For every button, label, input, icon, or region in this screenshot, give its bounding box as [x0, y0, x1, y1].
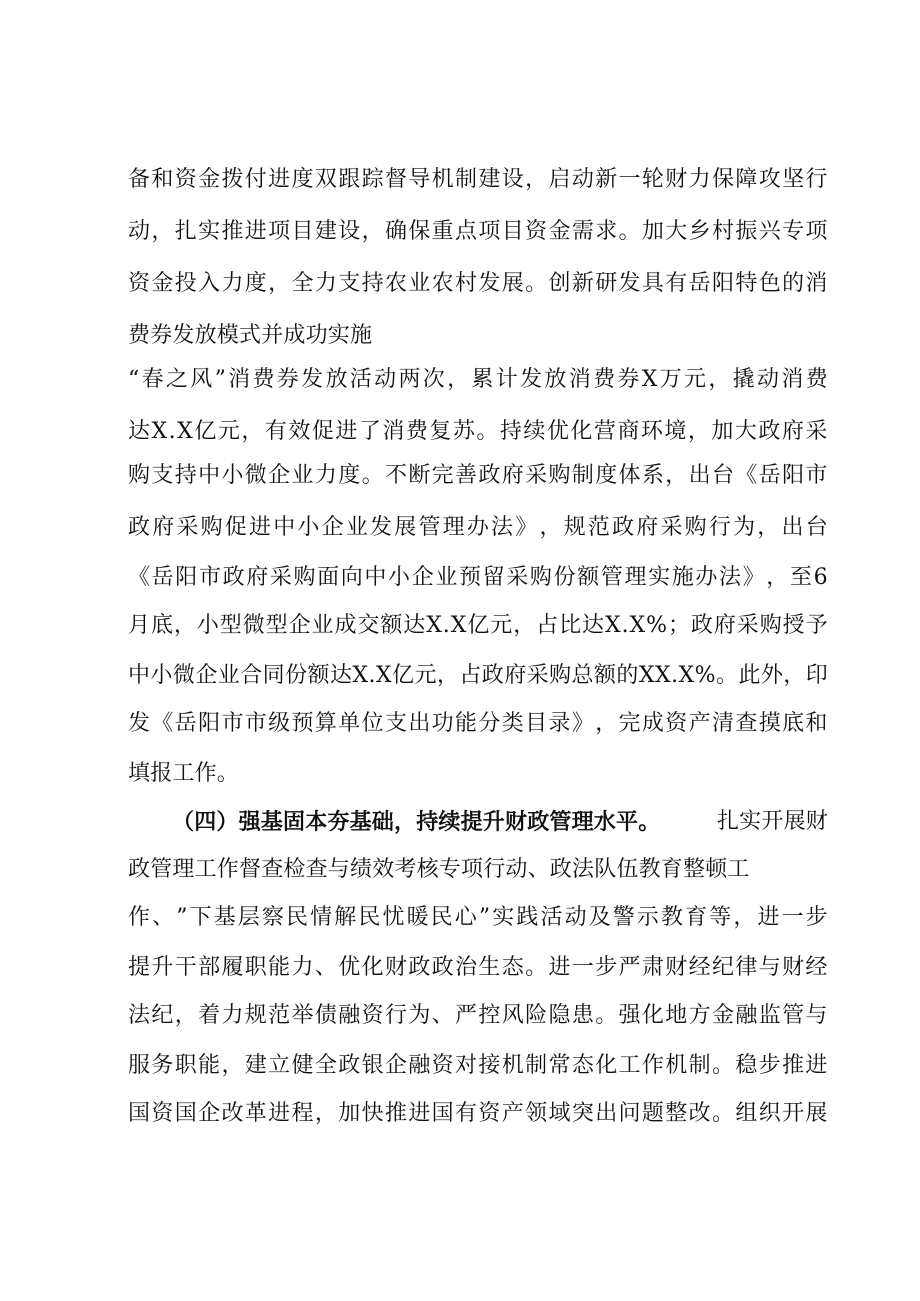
- paragraph-line: 政 府 采 购 促 进 中 小 企 业 发 展 管 理 办 法 》 ， 规 范 政 府 采 购 行 为 ， 出 台: [128, 515, 828, 540]
- section-first-line: [172, 808, 828, 836]
- paragraph-line: 费券发放模式并成功实施: [128, 323, 373, 348]
- paragraph-line: “ 春 之 风 ” 消 费 券 发 放 活 动 两 次 ， 累 计 发 放 消 费 券 X 万 元 ， 撬 动 消 费: [128, 367, 828, 392]
- paragraph-line: 备 和 资 金 拨 付 进 度 双 跟 踪 督 导 机 制 建 设 ， 启 动 新 一 轮 财 力 保 障 攻 坚 行: [128, 167, 828, 192]
- paragraph-line: 政管理工作督查检查与绩效考核专项行动、政法队伍教育整顿工: [128, 857, 750, 882]
- section-heading: （四）强基固本夯基础，持续提升财政管理水平。: [172, 809, 661, 835]
- paragraph-line: 中 小 微 企 业 合 同 份 额 达 X . X 亿 元 ， 占 政 府 采 购 总 额 的 X X . X % 。 此 外 ， 印: [128, 663, 828, 688]
- paragraph-line: 达 X . X 亿 元 ， 有 效 促 进 了 消 费 复 苏 。 持 续 优 化 营 商 环 境 ， 加 大 政 府 采: [128, 419, 828, 444]
- paragraph-line: 服 务 职 能 ， 建 立 健 全 政 银 企 融 资 对 接 机 制 常 态 化 工 作 机 制 。 稳 步 推 进: [128, 1053, 828, 1078]
- paragraph-line: 提 升 干 部 履 职 能 力 、 优 化 财 政 政 治 生 态 。 进 一 步 严 肃 财 经 纪 律 与 财 经: [128, 955, 828, 980]
- paragraph-line: 发 《 岳 阳 市 市 级 预 算 单 位 支 出 功 能 分 类 目 录 》 ， 完 成 资 产 清 查 摸 底 和: [128, 711, 828, 736]
- section-first-line-rest: 扎实开展财: [716, 809, 828, 834]
- paragraph-line: 动 ， 扎 实 推 进 项 目 建 设 ， 确 保 重 点 项 目 资 金 需 求 。 加 大 乡 村 振 兴 专 项: [128, 219, 828, 244]
- paragraph-line: 填报工作。: [128, 761, 240, 786]
- paragraph-line: 购 支 持 中 小 微 企 业 力 度 。 不 断 完 善 政 府 采 购 制 度 体 系 ， 出 台 《 岳 阳 市: [128, 463, 828, 488]
- paragraph-line: 《 岳 阳 市 政 府 采 购 面 向 中 小 企 业 预 留 采 购 份 额 管 理 实 施 办 法 》 ， 至 6: [128, 565, 828, 590]
- paragraph-line: 月 底 ， 小 型 微 型 企 业 成 交 额 达 X . X 亿 元 ， 占 比 达 X . X % ； 政 府 采 购 授 予: [128, 613, 828, 638]
- paragraph-line: 作 、 ” 下 基 层 察 民 情 解 民 忧 暖 民 心 ” 实 践 活 动 及 警 示 教 育 等 ， 进 一 步: [128, 905, 828, 930]
- paragraph-line: 资 金 投 入 力 度 ， 全 力 支 持 农 业 农 村 发 展 。 创 新 研 发 具 有 岳 阳 特 色 的 消: [128, 271, 828, 296]
- paragraph-line: 国 资 国 企 改 革 进 程 ， 加 快 推 进 国 有 资 产 领 域 突 出 问 题 整 改 。 组 织 开 展: [128, 1101, 828, 1126]
- paragraph-line: 法 纪 ， 着 力 规 范 举 债 融 资 行 为 、 严 控 风 险 隐 患 。 强 化 地 方 金 融 监 管 与: [128, 1003, 828, 1028]
